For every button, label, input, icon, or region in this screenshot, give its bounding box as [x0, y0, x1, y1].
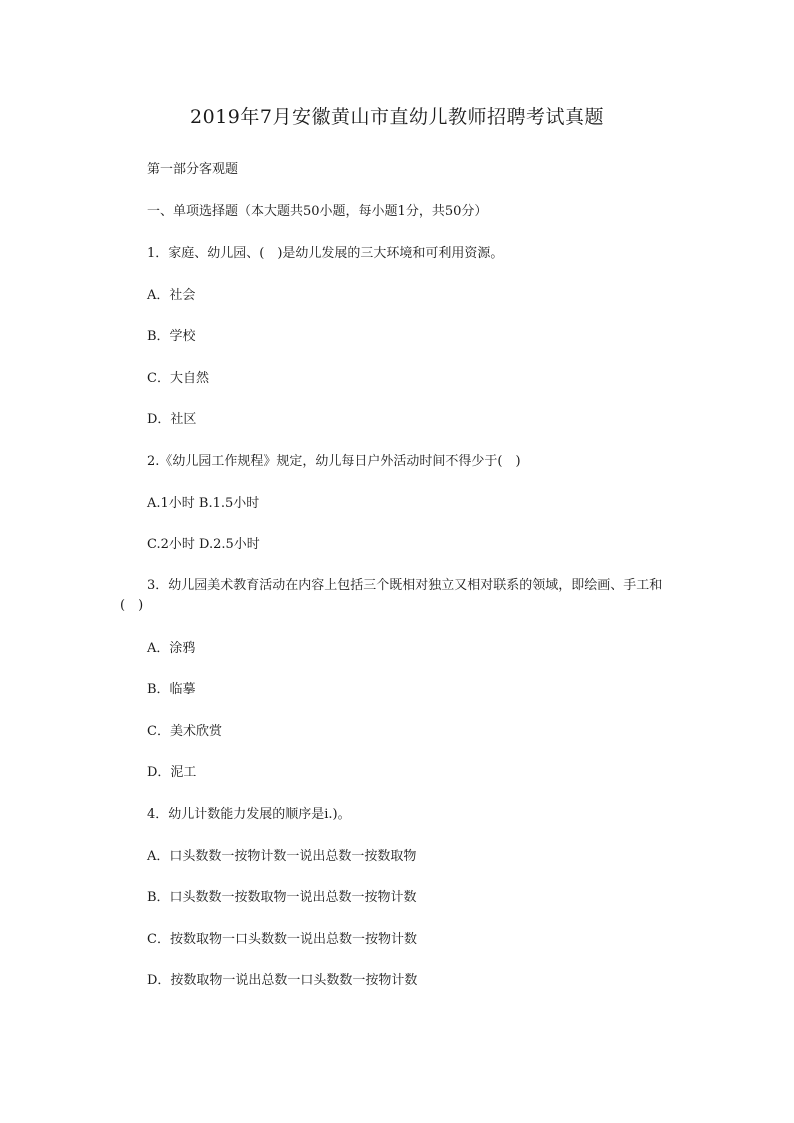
question-4-option-b: B．口头数数一按数取物一说出总数一按物计数 — [147, 890, 417, 905]
question-3-option-d: D．泥工 — [147, 765, 197, 780]
question-2-options-cd: C.2小时 D.2.5小时 — [147, 537, 260, 552]
question-1-option-c: C．大自然 — [147, 371, 209, 386]
question-3-stem: 3．幼儿园美术教育活动在内容上包括三个既相对独立又相对联系的领域，即绘画、手工和( ) — [120, 578, 663, 613]
question-1-option-a: A．社会 — [147, 288, 196, 303]
question-2-options-ab: A.1小时 B.1.5小时 — [147, 496, 260, 511]
document-title: 2019年7月安徽黄山市直幼儿教师招聘考试真题 — [190, 106, 604, 128]
question-3-option-c: C．美术欣赏 — [147, 724, 222, 739]
question-4-option-a: A．口头数数一按物计数一说出总数一按数取物 — [147, 849, 417, 864]
question-3-option-a: A．涂鸦 — [147, 641, 196, 656]
part-heading: 第一部分客观题 — [147, 162, 239, 177]
question-2-stem: 2.《幼儿园工作规程》规定，幼儿每日户外活动时间不得少于( ) — [147, 454, 521, 469]
question-1-option-b: B．学校 — [147, 329, 196, 344]
question-4-option-c: C．按数取物一口头数数一说出总数一按物计数 — [147, 932, 417, 947]
question-4-option-d: D．按数取物一说出总数一口头数数一按物计数 — [147, 973, 418, 988]
section-heading: 一、单项选择题（本大题共50小题，每小题1分，共50分） — [147, 204, 488, 219]
question-1-stem: 1．家庭、幼儿园、( )是幼儿发展的三大环境和可利用资源。 — [147, 246, 504, 261]
question-4-stem: 4．幼儿计数能力发展的顺序是i.)。 — [147, 807, 351, 822]
question-1-option-d: D．社区 — [147, 412, 197, 427]
question-3-option-b: B．临摹 — [147, 682, 196, 697]
